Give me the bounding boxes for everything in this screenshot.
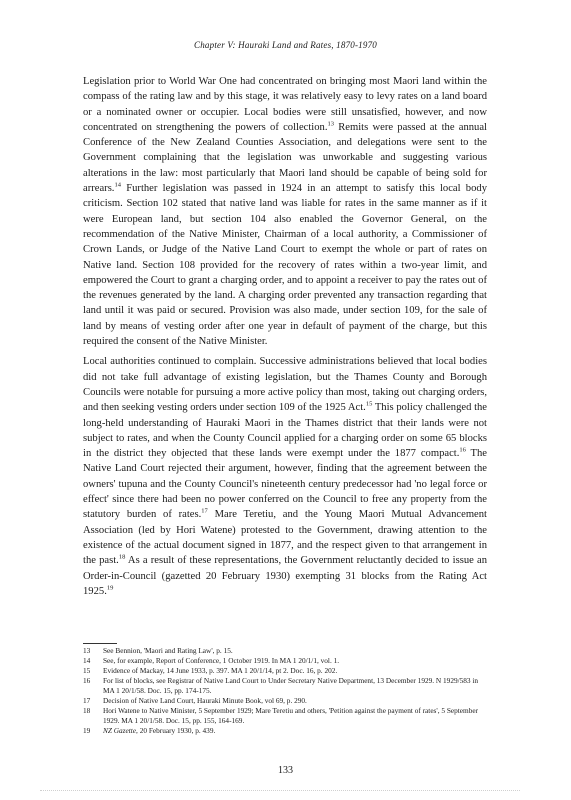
footnote-item <box>83 656 487 666</box>
text-run: Decision of Native Land Court, Hauraki Minute Book, vol 69, p. 290. <box>103 696 307 705</box>
text-run: This policy challenged the long-held understanding of Hauraki Maori in the Thames district that their lands were not subject to rates, and when the County Council applied for a charging order on some 65 blocks in the district they objected that these lands were exempt under the 1877 compact. <box>83 402 488 460</box>
footnote-number: 13 <box>83 646 91 655</box>
text-run: The Native Land Court rejected their argument, however, finding that the agreement between the owners' tupuna and the County Council's nineteenth century predecessor had 'no legal force or effect' since there had been no power conferred on the Council to free any property from the statutory burden of rates. <box>83 448 487 521</box>
footnote-number: 18 <box>83 706 91 715</box>
footnote-reference: 16 <box>459 446 466 454</box>
footnote-item <box>83 666 487 676</box>
footnote-text <box>103 656 487 666</box>
text-run: , 20 February 1930, p. 439. <box>136 726 216 735</box>
footnote-reference: 17 <box>201 507 208 515</box>
text-run: Hori Watene to Native Minister, 5 September 1929; Mare Teretiu and others, 'Petition against the payment of rates', 5 September 1929. MA 1 20/1/58. Doc. 15, pp. 155, 164-169. <box>103 706 479 725</box>
footnote-text <box>103 706 487 726</box>
footnote-text <box>103 696 487 706</box>
footnote-reference: 19 <box>106 584 114 592</box>
footnote-reference: 15 <box>365 400 373 408</box>
text-run: Mare Teretiu, and the Young Maori Mutual Advancement Association (led by Hori Watene) protested to the Government, drawing attention to the existence of the actual document signed in 1877, and the respect given to that arrangement in the past. <box>83 509 487 567</box>
footnote-text <box>103 666 487 676</box>
footnote-number: 15 <box>83 666 91 675</box>
footnote-reference: 18 <box>118 553 126 561</box>
italic-text: NZ Gazette <box>103 726 137 735</box>
body-paragraph <box>83 354 487 599</box>
footnote-separator <box>83 643 117 644</box>
text-run: As a result of these representations, the Government reluctantly decided to issue an Order-in-Council (gazetted 20 February 1930) exempting 31 blocks from the Rating Act 1925. <box>83 555 487 597</box>
footnote-item <box>83 696 487 706</box>
text-run: See, for example, Report of Conference, 1 October 1919. In MA 1 20/1/1, vol. 1. <box>103 656 340 665</box>
page-number: 133 <box>278 765 293 776</box>
footnote-number: 14 <box>83 656 91 665</box>
running-header: Chapter V: Hauraki Land and Rates, 1870-1970 <box>194 40 377 50</box>
text-run: Local authorities continued to complain. Successive administrations believed that local bodies did not take full advantage of existing legislation, but the Thames County and Borough Councils were notable for pursuing a more active policy than most, taking out charging orders, and then seeking vesting orders under section 109 of the 1925 Act. <box>83 356 487 414</box>
body-paragraph <box>83 74 487 349</box>
footnote-number: 17 <box>83 696 91 705</box>
footnote-number: 16 <box>83 676 91 685</box>
footnote-reference: 13 <box>327 120 334 128</box>
footnote-text <box>103 676 487 696</box>
text-run: Further legislation was passed in 1924 in an attempt to satisfy this local body criticism. Section 102 stated that native land was liable for rates in the same manner as if it were European land, but section 104 also enabled the Governor General, on the recommendation of the Native Minister, Chairman of a local authority, a Commissioner of Crown Lands, or Judge of the Native Land Court to exempt the whole or part of rates on Native land. Section 108 provided for the recovery of rates within a two-year limit, and empowered the Court to grant a charging order, and to appoint a receiver to pay the rates out of the revenues generated by the land. A charging order prevented any transaction regarding that land until it was paid or secured. Provision was also made, under section 109, for the sale of land by means of vesting order after one year in default of payment of the charge, but this required the consent of the Native Minister. <box>83 183 487 348</box>
footnote-item <box>83 646 487 656</box>
footnote-text <box>103 726 487 736</box>
footnote-text <box>103 646 487 656</box>
scan-edge-line <box>40 790 520 791</box>
text-run: For list of blocks, see Registrar of Native Land Court to Under Secretary Native Department, 13 December 1929. N 1929/583 in MA 1 20/1/58. Doc. 15, pp. 174-175. <box>103 676 479 695</box>
body-text <box>83 74 487 604</box>
text-run: See Bennion, 'Maori and Rating Law', p. 15. <box>103 646 233 655</box>
footnotes <box>83 646 487 736</box>
footnote-item <box>83 726 487 736</box>
text-run: Remits were passed at the annual Conference of the New Zealand Counties Association, and delegations were sent to the Government complaining that the legislation was unworkable and suggesting various alterations in the law: most particularly that Maori land should be capable of being sold for arrears. <box>83 121 488 195</box>
footnote-item <box>83 706 487 726</box>
footnote-number: 19 <box>83 726 91 735</box>
footnote-item <box>83 676 487 696</box>
footnote-reference: 14 <box>114 181 121 189</box>
text-run: Evidence of Mackay, 14 June 1933, p. 397. MA 1 20/1/14, pt 2. Doc. 16, p. 202. <box>103 666 338 675</box>
text-run: Legislation prior to World War One had concentrated on bringing most Maori land within the compass of the rating law and by this stage, it was relatively easy to levy rates on a land board or a nominated owner or occupier. Local bodies were still unsatisfied, however, and now concentrated on strengthening the powers of collection. <box>83 76 487 133</box>
